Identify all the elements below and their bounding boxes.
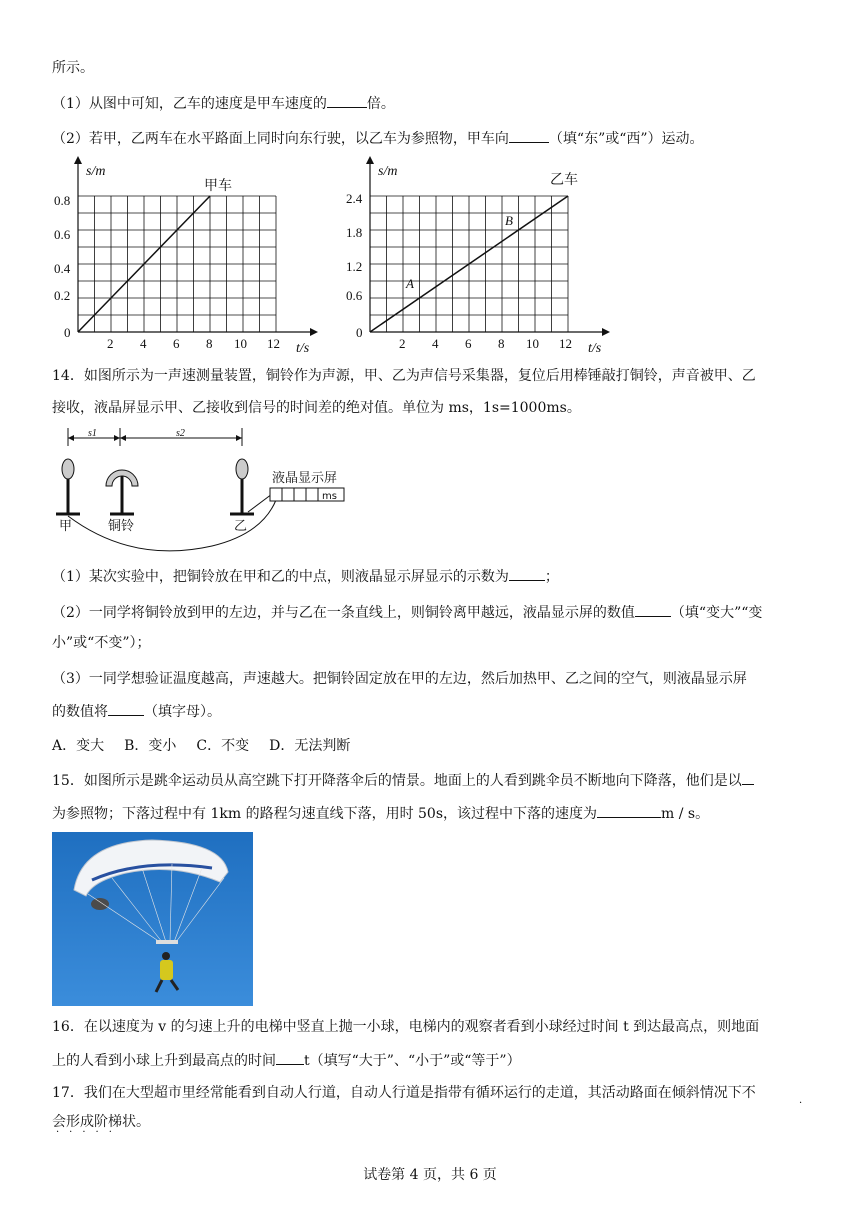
text-line-continuation: 所示。 [52,60,94,76]
signal-wire-yi [248,494,272,512]
q15-text2: 为参照物；下落过程中有 1km 的路程匀速直线下落，用时 50s，该过程中下落的速度为 [52,806,598,822]
q17-stem-line2: 会形成阶梯状。 [52,1114,150,1130]
q14-part1-text: （1）某次实验中，把铜铃放在甲和乙的中点，则液晶显示屏显示的示数为 [52,569,509,585]
grid [78,196,276,332]
x-axis-arrow-icon [310,328,318,336]
apparatus-diagram [52,424,352,556]
q15-stem-line1 [52,770,754,791]
q14-options [52,736,350,756]
x-tick-label: 4 [432,336,439,351]
q14-stem-line2: 接收，液晶屏显示甲、乙接收到信号的时间差的绝对值。单位为 ms，1s=1000ms。 [52,400,581,416]
x-tick-label: 2 [107,336,114,351]
answer-blank[interactable] [327,93,367,108]
y-tick-label: 0 [64,325,71,340]
y-axis-arrow-icon [366,156,374,164]
emphasis-dots: ····· [56,1127,122,1138]
y-tick-label: 0.6 [346,288,363,303]
q16-stem-line1: 16．在以速度为 v 的匀速上升的电梯中竖直上抛一小球，电梯内的观察者看到小球经过时间 t 到达最高点，则地面 [52,1019,760,1035]
q14-part3-cont [52,701,221,722]
sensor-yi-icon [236,459,248,479]
graph-jia [52,156,332,356]
x-axis-arrow-icon [602,328,610,336]
x-tick-label: 4 [140,336,147,351]
x-axis-label: t/s [588,341,602,356]
q13-part1-text: （1）从图中可知，乙车的速度是甲车速度的 [52,96,327,112]
q14-part3-text: 的数值将 [52,704,108,720]
q16-tail: t（填写“大于”、“小于”或“等于”） [304,1053,521,1069]
answer-blank[interactable] [742,770,754,785]
q13-part2-tail: （填“东”或“西”）运动。 [548,131,704,147]
arrow-icon [120,435,126,441]
q16-stem-line2 [52,1050,521,1071]
s2-label: s2 [176,428,185,439]
answer-blank[interactable] [108,701,144,716]
y-axis-label: s/m [378,164,398,179]
y-tick-label: 0.8 [54,193,71,208]
option-c[interactable]: C．不变 [196,738,250,754]
arrow-icon [68,435,74,441]
jumper-body [160,960,173,980]
answer-blank[interactable] [509,128,549,143]
q14-part1 [52,566,559,587]
y-tick-label: 0.2 [54,288,71,303]
canopy-edge [91,898,109,910]
q13-part2 [52,128,704,149]
parachute-photo [52,832,253,1006]
y-tick-label: 0.4 [54,261,71,276]
q14-part1-tail: ； [544,569,559,585]
s1-label: s1 [88,428,97,439]
option-a[interactable]: A．变大 [52,738,105,754]
y-tick-label: 0 [356,325,363,340]
x-tick-label: 12 [559,336,572,351]
graph-title: 甲车 [204,178,232,194]
q13-part2-text: （2）若甲，乙两车在水平路面上同时向东行驶，以乙车为参照物，甲车向 [52,131,509,147]
x-tick-label: 8 [206,336,213,351]
x-tick-label: 10 [526,336,539,351]
q15-text: 15．如图所示是跳伞运动员从高空跳下打开降落伞后的情景。地面上的人看到跳伞员不断地向下降落，他们是以 [52,773,742,789]
answer-blank[interactable] [635,602,671,617]
sensor-jia-icon [62,459,74,479]
arrow-icon [236,435,242,441]
q14-part3: （3）一同学想验证温度越高，声速越大。把铜铃固定放在甲的左边，然后加热甲、乙之间的空气，则液晶显示屏 [52,671,747,687]
q14-part2-cont: 小”或“不变”）； [52,635,151,651]
y-axis-arrow-icon [74,156,82,164]
page-footer: 试卷第 4 页，共 6 页 [363,1167,497,1183]
option-d[interactable]: D．无法判断 [269,738,351,754]
graph-title: 乙车 [550,172,578,188]
q14-stem-line1: 14．如图所示为一声速测量装置，铜铃作为声源，甲、乙为声信号采集器，复位后用棒锤敲打铜铃，声音被甲、乙 [52,368,756,384]
q13-part1 [52,93,395,114]
lcd-unit: ms [322,491,337,502]
y-tick-label: 1.2 [346,259,363,274]
q15-unit: m / s。 [661,806,710,822]
x-tick-label: 2 [399,336,406,351]
harness [156,940,178,944]
q15-stem-line2 [52,803,709,824]
x-tick-label: 6 [465,336,472,351]
x-tick-label: 12 [267,336,280,351]
y-axis-label: s/m [86,164,106,179]
q14-part2-text: （2）一同学将铜铃放到甲的左边，并与乙在一条直线上，则铜铃离甲越远，液晶显示屏的数值 [52,605,635,621]
x-axis-label: t/s [296,341,310,356]
x-tick-label: 6 [173,336,180,351]
label-jia: 甲 [59,519,73,534]
option-b[interactable]: B．变小 [124,738,177,754]
q14-part2-tail: （填“变大”“变 [670,605,763,621]
x-tick-label: 8 [498,336,505,351]
label-yi: 乙 [234,519,248,534]
q14-part3-tail: （填字母）。 [144,704,221,720]
arrow-icon [114,435,120,441]
point-a-label: A [406,276,414,291]
y-tick-label: 1.8 [346,225,363,240]
answer-blank[interactable] [597,803,661,818]
x-tick-label: 10 [234,336,247,351]
q16-text: 上的人看到小球上升到最高点的时间 [52,1053,276,1069]
y-tick-label: 0.6 [54,227,71,242]
q13-part1-tail: 倍。 [366,96,395,112]
point-b-label: B [505,213,513,228]
emphasis-dot: · [799,1098,803,1109]
label-bell: 铜铃 [108,519,135,534]
y-tick-label: 2.4 [346,191,363,206]
graph-yi [344,156,624,356]
answer-blank[interactable] [509,566,545,581]
answer-blank[interactable] [276,1050,304,1065]
lcd-label: 液晶显示屏 [272,471,338,486]
jumper-head [162,952,170,960]
q17-stem-line1: 17．我们在大型超市里经常能看到自动人行道，自动人行道是指带有循环运行的走道，其活动路面在倾斜情况下不 [52,1085,756,1101]
q14-part2 [52,602,762,623]
